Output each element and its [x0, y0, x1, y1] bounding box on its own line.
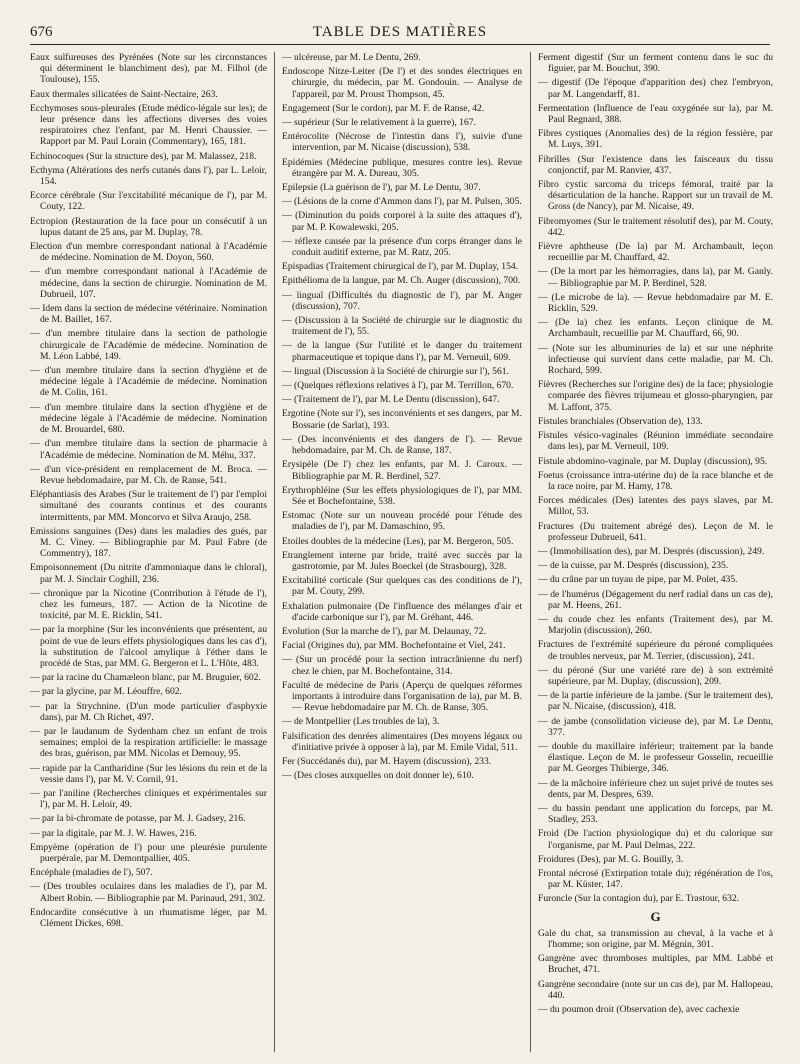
index-entry: — (Sur un procédé pour la section intracrânienne du nerf) chez le chien, par M. Bochefontaine, 314. [282, 654, 522, 677]
index-entry: Fibromyomes (Sur le traitement résolutif des), par M. Couty, 442. [538, 215, 773, 238]
index-entry: Frontal nécrosé (Extirpation totale du); régénération de l'os, par M. Küster, 147. [538, 868, 773, 891]
index-entry: — d'un membre correspondant national à l'Académie de médecine, dans la section de chirurgie. Nomination de M. Dubrueil, 107. [30, 266, 267, 300]
index-entry: — (De la mort par les hémorragies, dans la), par M. Ganly. — Bibliographie par M. P. Berdinel, 528. [538, 266, 773, 289]
index-entry: — (Des troubles oculaires dans les maladies de l'), par M. Albert Robin. — Bibliographie par M. Parinaud, 291, 302. [30, 881, 267, 904]
index-entry: Fibres cystiques (Anomalies des) de la région fessière, par M. Luys, 391. [538, 128, 773, 151]
index-entry: — digestif (De l'époque d'apparition des) chez l'embryon, par M. Langendarff, 81. [538, 77, 773, 100]
index-entry: — (Lésions de la corne d'Ammon dans l'), par M. Pulsen, 305. [282, 196, 522, 208]
index-entry: Furoncle (Sur la contagion du), par E. Trastour, 632. [538, 893, 740, 905]
index-entry: — du coude chez les enfants (Traitement des), par M. Marjolin (discussion), 260. [538, 613, 773, 637]
index-entry: Fibro cystic sarcoma du triceps fémoral, traité par la désarticulation de la hanche. Rapport sur un travail de M. Gross (de Nancy), par M. Nicaise, 49. [538, 179, 773, 213]
index-entry: — supérieur (Sur le relativement à la guerre), 167. [282, 117, 476, 129]
index-entry: Faculté de médecine de Paris (Aperçu de quelques réformes importants à introduire dans l'organisation de la), par M. B. — Revue hebdomadaire par M. Ch. de Ranse, 305. [282, 679, 522, 714]
index-entry: Ecorce cérébrale (Sur l'excitabilité mécanique de l'), par M. Couty, 122. [30, 190, 267, 213]
index-entry: — par la bi-chromate de potasse, par M. J. Gadsey, 216. [30, 813, 246, 825]
index-entry: — de Montpellier (Les troubles de la), 3. [282, 716, 440, 728]
index-entry: — (Des closes auxquelles on doit donner le), 610. [282, 770, 474, 782]
index-entry: Excitabilité corticale (Sur quelques cas des conditions de l'), par M. Couty, 299. [282, 575, 522, 598]
index-entry: — du crâne par un tuyau de pipe, par M. Polet, 435. [538, 574, 738, 586]
index-entry: — du bassin pendant une application du forceps, par M. Stadley, 253. [538, 802, 773, 826]
page-header [30, 22, 770, 45]
index-entry: Emissions sanguines (Des) dans les maladies des gués, par M. C. Viney. — Bibliographie par M. Paul Fabre (de Commentry), 187. [30, 525, 267, 560]
index-column-middle [282, 52, 522, 1052]
index-entry: Echinocoques (Sur la structure des), par M. Malassez, 218. [30, 150, 257, 162]
index-entry: — de la cuisse, par M. Després (discussion), 235. [538, 560, 729, 572]
index-entry: Ecthyma (Altérations des nerfs cutanés dans l'), par L. Leloir, 154. [30, 164, 267, 188]
index-entry: — par la racine du Chamæleon blanc, par M. Bruguier, 602. [30, 672, 261, 684]
index-entry: — de la langue (Sur l'utilité et le danger du traitement pharmaceutique et topique dans l'), par M. Verneuil, 609. [282, 340, 522, 363]
index-entry: — lingual (Difficultés du diagnostic de l'), par M. Anger (discussion), 707. [282, 289, 522, 312]
index-entry: — (De la) chez les enfants. Leçon clinique de M. Archambault, recueillie par M. Chauffard, 66, 90. [538, 317, 773, 340]
index-entry: — par la Strychnine. (D'un mode particulier d'asphyxie dans), par M. Ch Richet, 497. [30, 700, 267, 723]
index-entry: Eaux thermales silicatées de Saint-Nectaire, 263. [30, 88, 218, 100]
index-column-right [538, 52, 773, 1052]
index-entry: — réflexe causée par la présence d'un corps étranger dans le conduit auditif externe, par M. Ratz, 205. [282, 235, 522, 259]
index-entry: Erysipèle (De l') chez les enfants, par M. J. Caroux. — Bibliographie par M. R. Berdinel, 527. [282, 459, 522, 482]
index-entry: Froidures (Des), par M. G. Bouilly, 3. [538, 853, 684, 865]
index-entry: Gangrène secondaire (note sur un cas de), par M. Hallopeau, 440. [538, 978, 773, 1001]
index-entry: — d'un membre titulaire dans la section de pathologie chirurgicale de l'Académie de médecine. Nomination de M. Léon Labbé, 149. [30, 328, 267, 362]
index-entry: Fractures de l'extrémité supérieure du péroné compliquées de troubles nerveux, par M. Terrier, (discussion), 241. [538, 639, 773, 662]
section-letter-g: G [650, 908, 661, 924]
index-entry: — de l'humérus (Dégagement du nerf radial dans un cas de), par M. Heens, 261. [538, 588, 773, 611]
index-entry: Engagement (Sur le cordon), par M. F. de Ranse, 42. [282, 102, 485, 114]
index-entry: — Idem dans la section de médecine vétérinaire. Nomination de M. Baillet, 167. [30, 303, 267, 326]
index-entry: Fermentation (Influence de l'eau oxygénée sur la), par M. Paul Regnard, 388. [538, 102, 773, 126]
index-entry: — de jambe (consolidation vicieuse de), par M. Le Dentu, 377. [538, 715, 773, 738]
index-entry: — par la morphine (Sur les inconvénients que présentent, au point de vue de leurs effets physiologiques dans les cas d'), la substitution de l'alcool amylique à l'éther dans le procédé de Stas, par MM. G. Bergeron et L. L'Hôte, 483. [30, 624, 267, 669]
index-entry: Eaux sulfureuses des Pyrénées (Note sur les circonstances qui déterminent le blanchiment des), par M. Filhol (de Toulouse), 155. [30, 52, 267, 86]
index-entry: Ergotine (Note sur l'), ses inconvénients et ses dangers, par M. Bossarie (de Sarlat), 193. [282, 408, 522, 431]
index-entry: Entérocolite (Nécrose de l'intestin dans l'), suivie d'une intervention, par M. Nicaise (discussion), 538. [282, 131, 522, 154]
index-entry: — de la partie inférieure de la jambe. (Sur le traitement des), par N. Nicaise, (discussion), 418. [538, 690, 773, 713]
index-entry: — par l'aniline (Recherches cliniques et expérimentales sur l'), par M. H. Leloir, 49. [30, 787, 267, 811]
index-entry: — d'un membre titulaire dans la section de pharmacie à l'Académie de médecine. Nomination de M. Méhu, 337. [30, 438, 267, 461]
index-entry: Fistules vésico-vaginales (Réunion immédiate secondaire dans les), par M. Verneuil, 109. [538, 430, 773, 453]
index-column-right-entries-g [538, 928, 773, 1015]
index-entry: — (Traitement de l'), par M. Le Dentu (discussion), 647. [282, 394, 500, 406]
index-entry: Endocardite consécutive à un rhumatisme léger, par M. Clément Dickes, 698. [30, 906, 267, 930]
index-entry: Etoiles doubles de la médecine (Les), par M. Bergeron, 505. [282, 535, 514, 547]
index-entry: Forces médicales (Des) latentes des pays slaves, par M. Millot, 53. [538, 495, 773, 518]
index-entry: Erythrophléine (Sur les effets physiologiques de l'), par MM. Sée et Bochefontaine, 538. [282, 484, 522, 507]
column-rule-right [530, 52, 531, 1052]
index-entry: — par la digitale, par M. J. W. Hawes, 216. [30, 827, 197, 839]
index-entry: Fibrilles (Sur l'existence dans les faisceaux du tissu conjonctif, par M. Ranvier, 437. [538, 153, 773, 176]
index-entry: Epispadias (Traitement chirurgical de l'), par M. Duplay, 154. [282, 261, 519, 273]
index-entry: Epidémies (Médecine publique, mesures contre les). Revue étrangère par M. A. Dureau, 305. [282, 156, 522, 179]
index-entry: Empyème (opération de l') pour une pleurésie purulente puerpérale, par M. Demontpallier, 405. [30, 841, 267, 864]
index-column-right-entries [538, 52, 773, 905]
index-entry: Exhalation pulmonaire (De l'influence des mélanges d'air et d'acide carbonique sur l'), par M. Gréhant, 446. [282, 600, 522, 623]
index-entry: Gale du chat, sa transmission au cheval, à la vache et à l'homme; son origine, par M. Mégnin, 301. [538, 927, 773, 951]
index-entry: — (Discussion à la Société de chirurgie sur le diagnostic du traitement de l'), 55. [282, 315, 522, 338]
index-entry: Fièvres (Recherches sur l'origine des) de la face; physiologie comparée des fièvres trijumeau et glosso-pharyngien, par M. Laffont, 375. [538, 379, 773, 413]
index-entry: — lingual (Discussion à la Société de chirurgie sur l'), 561. [282, 365, 509, 377]
index-entry: Encéphale (maladies de l'), 507. [30, 867, 153, 879]
index-entry: Epithélioma de la langue, par M. Ch. Auger (discussion), 700. [282, 275, 521, 287]
index-entry: Epilepsie (La guérison de l'), par M. Le Dentu, 307. [282, 182, 481, 194]
page-number: 676 [30, 24, 53, 40]
index-entry: — d'un membre titulaire dans la section d'hygiène et de médecine légale à l'Académie de médecine. Nomination de M. Colin, 161. [30, 365, 267, 399]
index-entry: Ecchymoses sous-pleurales (Etude médico-légale sur les); de leur présence dans les affections diverses des voies respiratoires chez l'enfant, par M. Henri Chaussier. — Rapport par M. Paul Lorain (Commentary), 165, 181. [30, 102, 267, 148]
index-entry: Etranglement interne par bride, traité avec succès par la gastrotomie, par M. Jules Boeckel (de Strasbourg), 328. [282, 549, 522, 572]
index-entry: — (Quelques réflexions relatives à l'), par M. Terrillon, 670. [282, 380, 514, 392]
index-entry: — d'un vice-président en remplacement de M. Broca. — Revue hebdomadaire, par M. Ch. de Ranse, 541. [30, 463, 267, 486]
index-column-left [30, 52, 267, 1052]
index-entry: — d'un membre titulaire dans la section d'hygiène et de médecine légale à l'Académie de médecine. Nomination de M. Brouardel, 680. [30, 401, 267, 436]
index-entry: Estomac (Note sur un nouveau procédé pour l'étude des maladies de l'), par M. Damaschino, 95. [282, 510, 522, 533]
index-entry: Ectropion (Restauration de la face pour un consécutif à un lupus datant de 25 ans, par M. Duplay, 78. [30, 215, 267, 238]
index-entry: Gangrène avec thromboses multiples, par MM. Labbé et Bruchet, 471. [538, 953, 773, 976]
index-entry: — du poumon droit (Observation de), avec cachexie [538, 1004, 740, 1016]
index-entry: — par le laudanum de Sydenham chez un enfant de trois semaines; emploi de la respiration artificielle: le massage des bras, guérison, par MM. Nicolas et Demouy, 95. [30, 725, 267, 760]
index-entry: — chronique par la Nicotine (Contribution à l'étude de l'), chez les fumeurs, 187. — Action de la Nicotine de toxicité, par M. E. Ricklin, 541. [30, 587, 267, 622]
index-entry: Froid (De l'action physiologique du) et du calorique sur l'organisme, par M. Paul Delmas, 222. [538, 828, 773, 851]
index-entry: — de la mâchoire inférieure chez un sujet privé de toutes ses dents, par M. Despres, 639. [538, 777, 773, 800]
index-entry: — du péroné (Sur une variété rare de) à son extrémité supérieure, par M. Duplay, (discussion), 209. [538, 664, 773, 687]
index-entry: — ulcéreuse, par M. Le Dentu, 269. [282, 52, 421, 63]
index-entry: Ferment digestif (Sur un ferment contenu dans le suc du figuier, par M. Bouchut, 390. [538, 52, 773, 75]
index-entry: Endoscope Nitze-Leiter (De l') et des sondes électriques en chirurgie, du médecin, par M. Gondouin. — Analyse de l'appareil, par M. Proust Thompson, 45. [282, 66, 522, 100]
index-entry: — (Note sur les albuminuries de la) et sur une néphrite infectieuse qui survient dans cette maladie, par M. Ch. Rochard, 599. [538, 342, 773, 377]
index-entry: — (Diminution du poids corporel à la suite des attaques d'), par M. P. Kowalewski, 205. [282, 210, 522, 233]
index-entry: Evolution (Sur la marche de l'), par M. Delaunay, 72. [282, 625, 486, 637]
index-entry: Fer (Succédanés du), par M. Hayem (discussion), 233. [282, 755, 492, 767]
index-entry: — rapide par la Cantharidine (Sur les lésions du rein et de la vessie dans l'), par M. V. Cornil, 91. [30, 762, 267, 785]
index-entry: Falsification des denrées alimentaires (Des moyens légaux ou d'initiative privée à opposer à la), par M. Emile Vidal, 511. [282, 730, 522, 753]
index-entry: Fistule abdomino-vaginale, par M. Duplay (discussion), 95. [538, 455, 768, 467]
running-title: TABLE DES MATIÈRES [312, 24, 488, 40]
index-entry: Fièvre aphtheuse (De la) par M. Archambault, leçon recueillie par M. Chauffard, 42. [538, 241, 773, 264]
index-entry: Foetus (croissance intra-utérine du) de la race blanche et de la race noire, par M. Hamy, 178. [538, 469, 773, 492]
index-entry: Fractures (Du traitement abrégé des). Leçon de M. le professeur Dubrueil, 641. [538, 520, 773, 543]
index-entry: — (Immobilisation des), par M. Després (discussion), 249. [538, 545, 765, 557]
index-entry: Empoisonnement (Du nitrite d'ammoniaque dans le chloral), par M. J. Sinclair Coghill, 236. [30, 562, 267, 585]
index-entry: — par la glycine, par M. Léouffre, 602. [30, 686, 182, 698]
index-entry: — (Des inconvénients et des dangers de l'). — Revue hebdomadaire, par M. Ch. de Ranse, 187. [282, 433, 522, 457]
index-entry: Eléphantiasis des Arabes (Sur le traitement de l') par l'emploi simultané des courants continus et des courants intermittents, par MM. Moncorvo et Silva Araujo, 258. [30, 489, 267, 523]
index-entry: — (Le microbe de la). — Revue hebdomadaire par M. E. Ricklin, 529. [538, 291, 773, 315]
index-entry: Facial (Origines du), par MM. Bochefontaine et Viel, 241. [282, 640, 506, 652]
column-rule-left [274, 52, 275, 1052]
index-entry: — double du maxillaire inférieur; traitement par la bande élastique. Leçon de M. le professeur Gosselin, recueillie par M. Georges Thibierge, 346. [538, 740, 773, 775]
index-entry: Fistules branchiales (Observation de), 133. [538, 415, 703, 427]
index-entry: Election d'un membre correspondant national à l'Académie de médecine. Nomination de M. Doyon, 560. [30, 241, 267, 264]
